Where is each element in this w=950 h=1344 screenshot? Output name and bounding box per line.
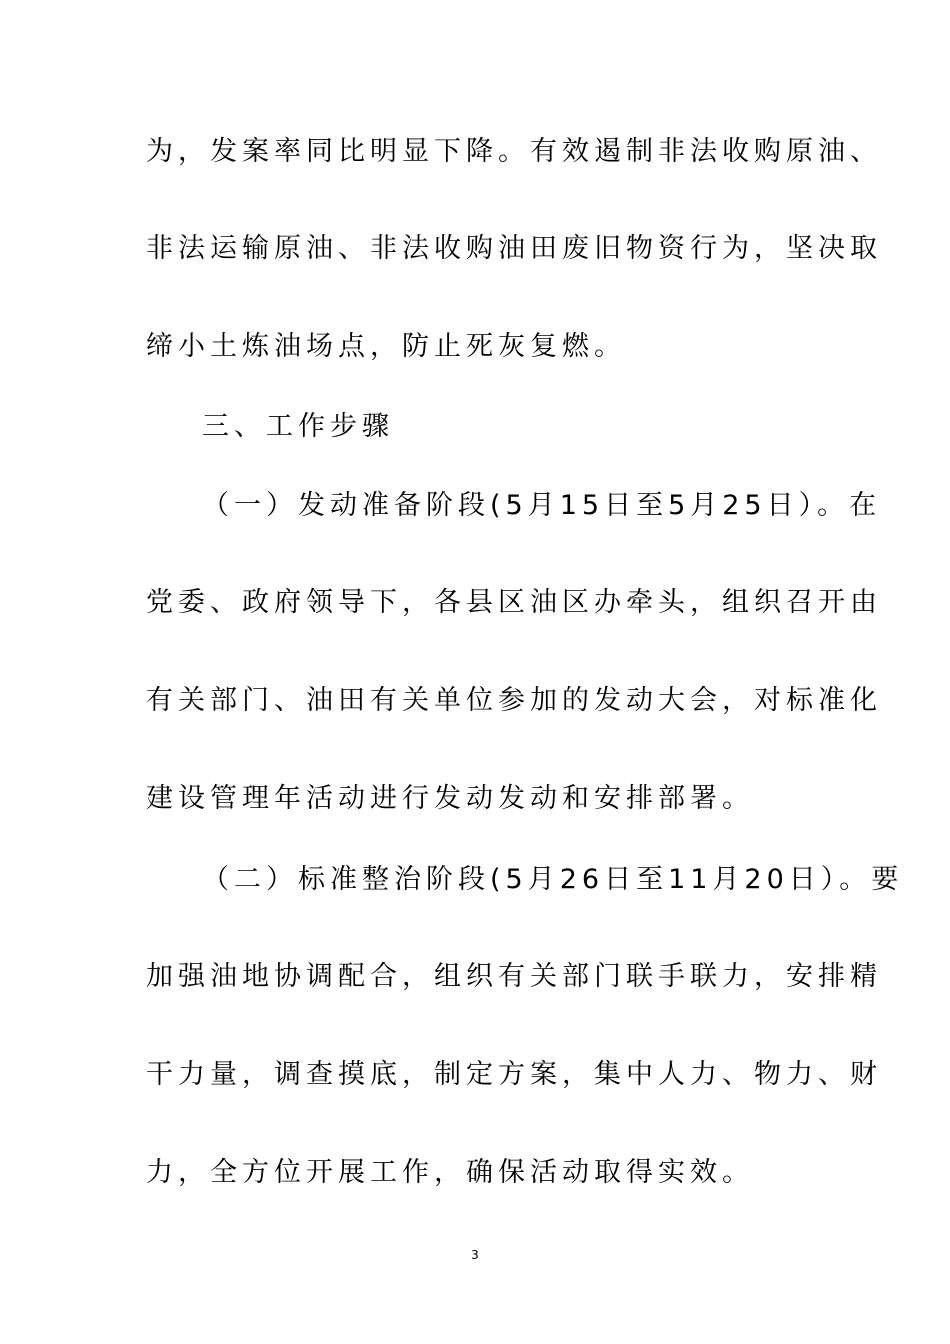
- paragraph-line: 缔小土炼油场点，防止死灰复燃。: [146, 331, 626, 362]
- paragraph-line: 干力量，调查摸底，制定方案，集中人力、物力、财: [146, 1059, 882, 1090]
- subsection-line: （一）发动准备阶段(5月15日至5月25日）。在: [202, 490, 882, 521]
- paragraph-line: 建设管理年活动进行发动发动和安排部署。: [146, 783, 754, 814]
- section-heading: 三、工作步骤: [202, 411, 394, 442]
- paragraph-line: 党委、政府领导下，各县区油区办牵头，组织召开由: [146, 587, 882, 618]
- paragraph-line: 非法运输原油、非法收购油田废旧物资行为，坚决取: [146, 233, 882, 264]
- paragraph-line: 加强油地协调配合，组织有关部门联手联力，安排精: [146, 961, 882, 992]
- subsection-line: （二）标准整治阶段(5月26日至11月20日）。要: [202, 864, 904, 895]
- paragraph-line: 力，全方位开展工作，确保活动取得实效。: [146, 1157, 754, 1188]
- paragraph-line: 有关部门、油田有关单位参加的发动大会，对标准化: [146, 685, 882, 716]
- paragraph-line: 为，发案率同比明显下降。有效遏制非法收购原油、: [146, 136, 882, 167]
- page-number: 3: [471, 1248, 479, 1262]
